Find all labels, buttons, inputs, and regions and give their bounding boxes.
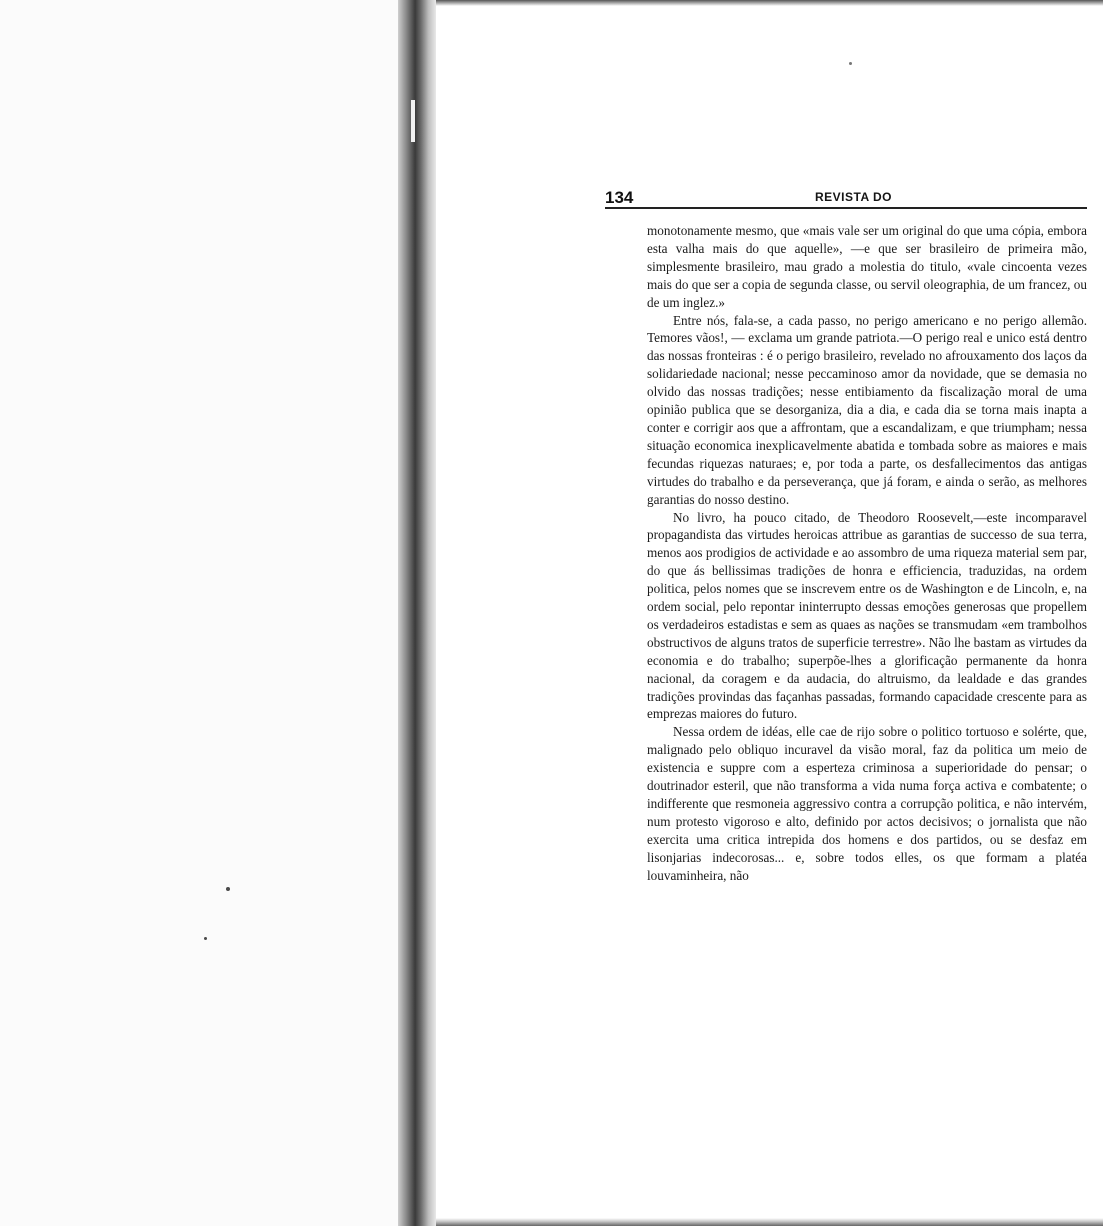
- gutter-mark: [411, 100, 415, 142]
- ink-speck: [849, 62, 852, 65]
- paragraph: Entre nós, fala-se, a cada passo, no perigo americano e no perigo allemão. Temores vãos!, — exclama um grande patriota.—O perigo real e unico está dentro das nossas fronteiras : é o perigo brasileiro, revelado no afrouxamento dos laços da solidariedade nacional; nesse peccaminoso amor da novidade, que se demasia no olvido das nossas tradições; nesse entibiamento da fiscalização moral de uma opinião publica que se desorganiza, dia a dia, e cada dia se torna mais inapta a conter e corrigir aos que a affrontam, que a escandalizam, e que triumpham; nessa situação economica inexplicavelmente abatida e tombada sobre as maiores e mais fecundas riquezas naturaes; e, por toda a parte, os desfallecimentos das antigas virtudes do trabalho e da perseverança, que já foram, e ainda o serão, as melhores garantias do nosso destino.: [647, 312, 1087, 507]
- paragraph: No livro, ha pouco citado, de Theodoro Roosevelt,—este incomparavel propagandista das virtudes heroicas attribue as garantias de successo de sua terra, menos aos prodigios de actividade e ao assombro de uma riqueza material sem par, do que ás bellissimas tradições de honra e efficiencia, traduzidas, na ordem politica, pelos nomes que se inscrevem entre os de Washington e de Lincoln, e, na ordem social, pelo repontar ininterrupto dessas emoções generosas que propellem os verdadeiros estadistas e sem as quaes as nações se transmudam «em trambolhos obstructivos de alguns tratos de superficie terrestre». Não lhe bastam as virtudes da economia e do trabalho; superpõe-lhes a glorificação permanente da honra nacional, da coragem e da audacia, do altruismo, da lealdade e das grandes tradições provindas das façanhas passadas, formando capacidade crescente para as emprezas maiores do futuro.: [647, 509, 1087, 722]
- body-text: [647, 222, 1087, 885]
- paragraph: monotonamente mesmo, que «mais vale ser um original do que uma cópia, embora esta valha mais do que aquelle», —e que ser brasileiro de primeira mão, simplesmente brasileiro, mau grado a molestia do titulo, «vale cincoenta vezes mais do que ser a copia de segunda classe, ou servil oleographia, de um francez, ou de um inglez.»: [647, 223, 1087, 310]
- book-gutter: [398, 0, 436, 1226]
- header-rule: [605, 207, 1087, 209]
- journal-title: REVISTA DO: [815, 190, 893, 204]
- page-number: 134: [605, 188, 634, 207]
- running-head: [605, 188, 1085, 208]
- blank-left-page: [0, 0, 398, 1226]
- ink-speck: [226, 887, 230, 891]
- ink-speck: [204, 937, 207, 940]
- paragraph: Nessa ordem de idéas, elle cae de rijo sobre o politico tortuoso e solérte, que, malignado pelo obliquo incuravel da visão moral, faz da politica um meio de existencia e suppre com a esperteza criminosa a superioridade do pensar; o doutrinador esteril, que não transforma a vida numa força activa e combatente; o indifferente que resmoneia aggressivo contra a corrupção politica, e não intervém, num protesto vigoroso e alto, definido por actos decisivos; o jornalista que não exercita uma critica intrepida dos homens e dos partidos, ou se desfaz em lisonjarias indecorosas... e, sobre todos elles, os que formam a platéa louvaminheira, não: [647, 724, 1087, 883]
